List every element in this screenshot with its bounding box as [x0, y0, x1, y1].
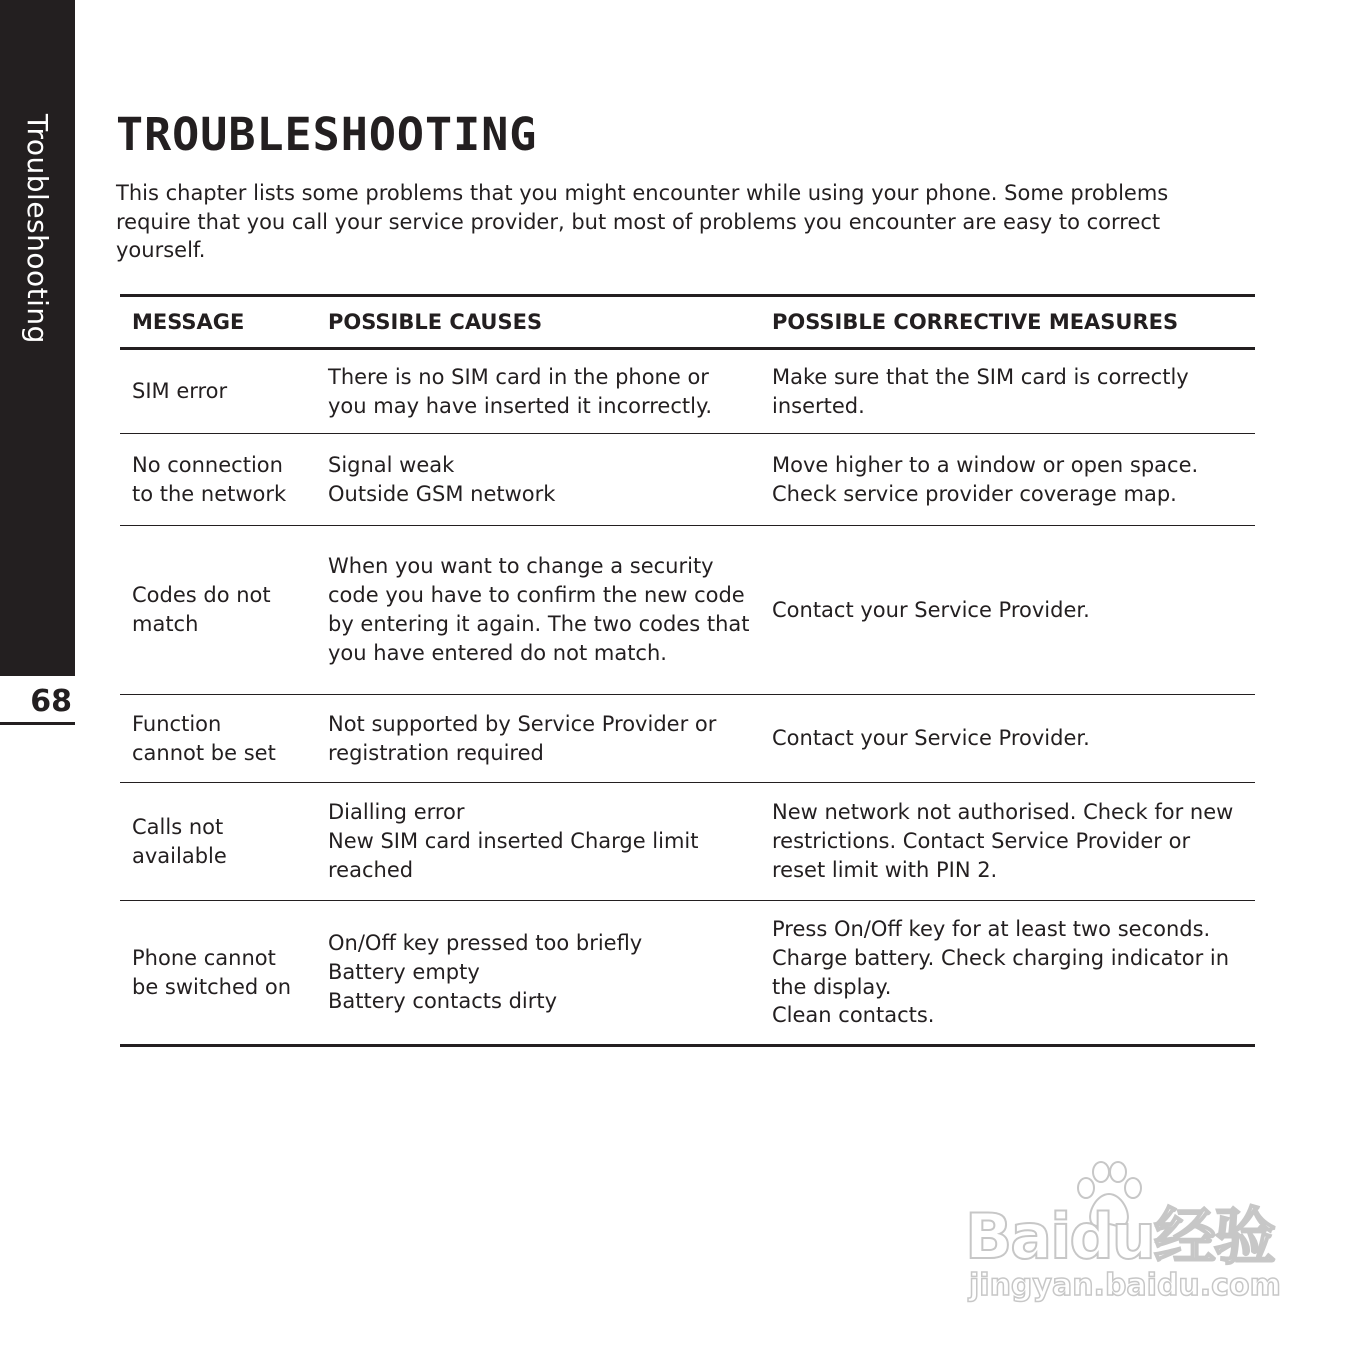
page-title: TROUBLESHOOTING: [116, 108, 538, 161]
message-cell: No connection to the network: [120, 434, 316, 526]
troubleshooting-table: [120, 294, 1255, 1047]
page-number-rule: [0, 722, 75, 725]
watermark-url: jingyan.baidu.com: [969, 1268, 1281, 1303]
message-cell: Calls not available: [120, 783, 316, 901]
watermark-brand: Baidu经验: [965, 1200, 1274, 1273]
page-number: 68: [30, 684, 72, 719]
table-header-row: [120, 296, 1255, 349]
causes-cell: On/Off key pressed too briefly Battery empty Battery contacts dirty: [316, 901, 760, 1046]
table-row: [120, 695, 1255, 783]
measures-cell: New network not authorised. Check for new restrictions. Contact Service Provider or reset limit with PIN 2.: [760, 783, 1255, 901]
causes-cell: When you want to change a security code you have to confirm the new code by entering it again. The two codes that you have entered do not match.: [316, 526, 760, 695]
column-header-message: MESSAGE: [120, 296, 316, 349]
column-header-causes: POSSIBLE CAUSES: [316, 296, 760, 349]
message-cell: Phone cannot be switched on: [120, 901, 316, 1046]
intro-paragraph: This chapter lists some problems that you might encounter while using your phone. Some problems require that you call your service provider, but most of problems you encounter are easy to correct yourself.: [116, 181, 1169, 263]
section-label: Troubleshooting: [21, 114, 54, 344]
causes-cell: Dialling error New SIM card inserted Charge limit reached: [316, 783, 760, 901]
table-row: [120, 901, 1255, 1046]
measures-cell: Press On/Off key for at least two seconds. Charge battery. Check charging indicator in the display. Clean contacts.: [760, 901, 1255, 1046]
causes-cell: Not supported by Service Provider or registration required: [316, 695, 760, 783]
measures-cell: Contact your Service Provider.: [760, 526, 1255, 695]
message-cell: Function cannot be set: [120, 695, 316, 783]
baidu-watermark: [965, 1160, 1285, 1310]
causes-cell: There is no SIM card in the phone or you may have inserted it incorrectly.: [316, 349, 760, 434]
message-cell: SIM error: [120, 349, 316, 434]
causes-cell: Signal weak Outside GSM network: [316, 434, 760, 526]
table-row: [120, 526, 1255, 695]
table-row: [120, 349, 1255, 434]
table-row: [120, 783, 1255, 901]
message-cell: Codes do not match: [120, 526, 316, 695]
measures-cell: Contact your Service Provider.: [760, 695, 1255, 783]
table-row: [120, 434, 1255, 526]
measures-cell: Move higher to a window or open space. Check service provider coverage map.: [760, 434, 1255, 526]
measures-cell: Make sure that the SIM card is correctly inserted.: [760, 349, 1255, 434]
column-header-measures: POSSIBLE CORRECTIVE MEASURES: [760, 296, 1255, 349]
section-side-tab: [0, 0, 75, 676]
